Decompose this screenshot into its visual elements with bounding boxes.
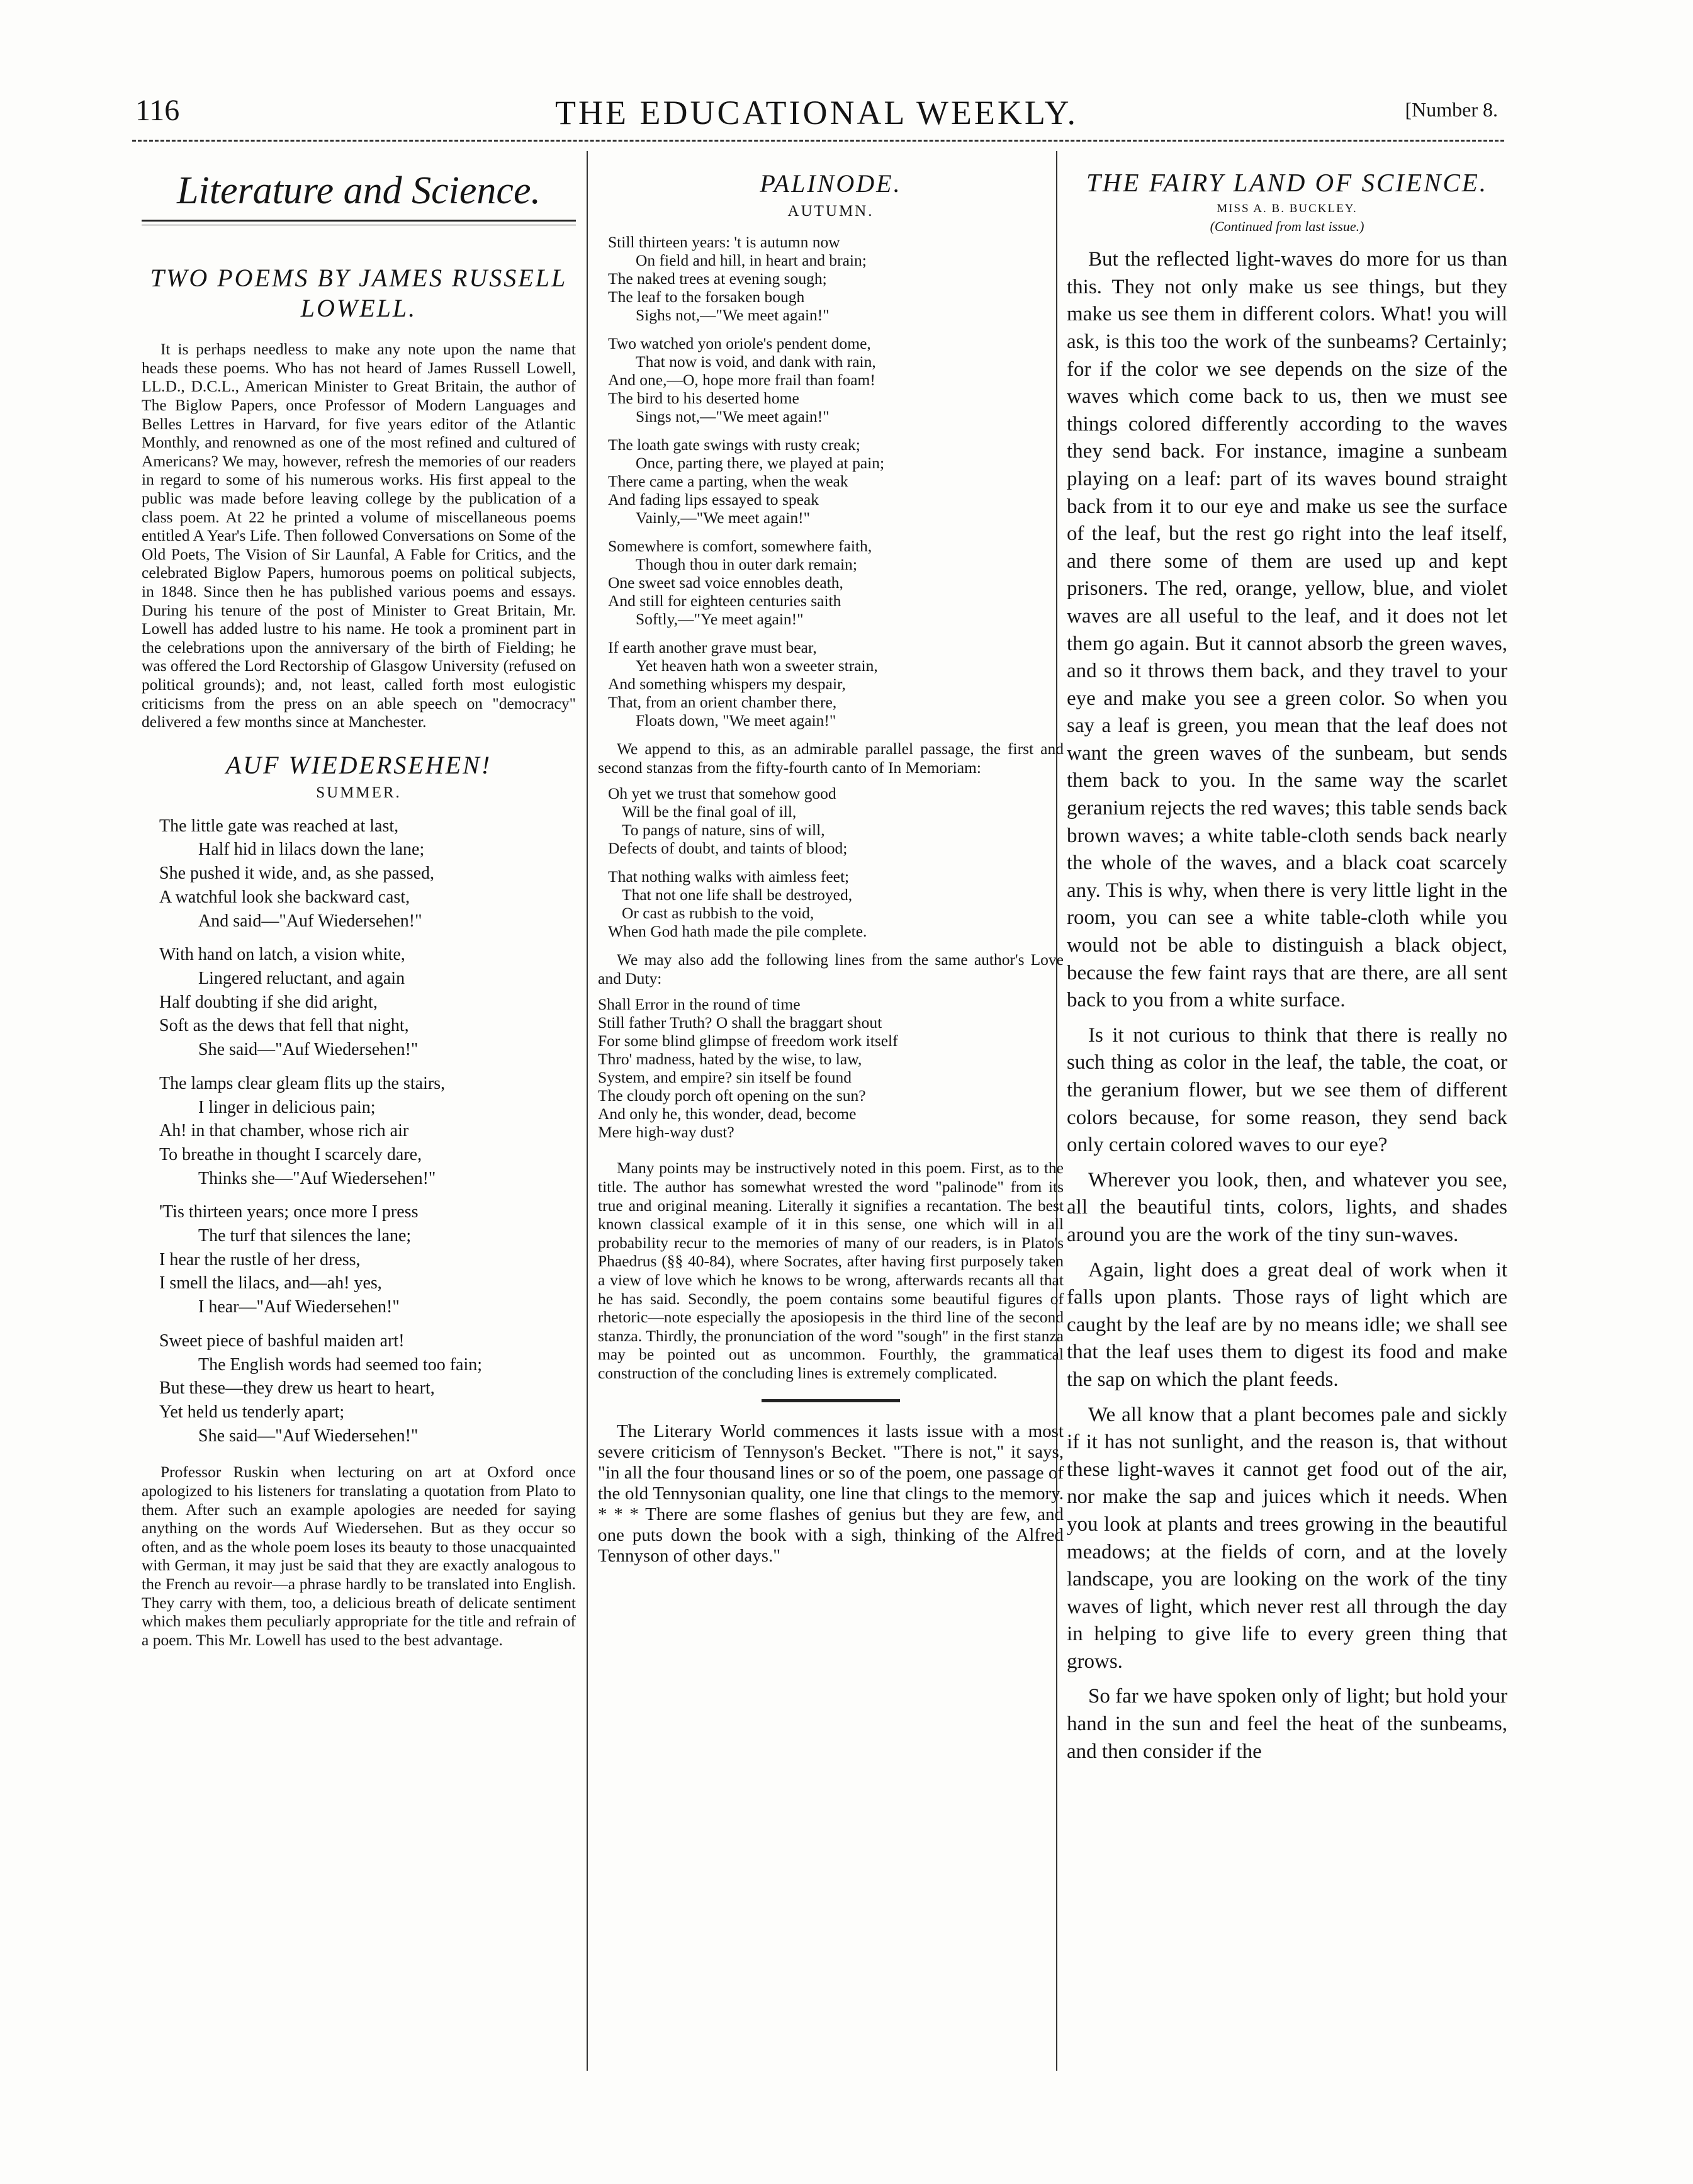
poem-line: One sweet sad voice ennobles death,	[608, 573, 843, 592]
poem-line: Oh yet we trust that somehow good	[608, 784, 836, 803]
poem-season: SUMMER.	[316, 784, 402, 801]
stanza	[608, 784, 1064, 857]
issue-number: [Number 8.	[1405, 98, 1498, 121]
poem-line: That, from an orient chamber there,	[608, 693, 837, 711]
poem-line: Yet held us tenderly apart;	[159, 1402, 345, 1422]
love-duty-intro: We may also add the following lines from the same author's Love and Duty:	[598, 950, 1064, 988]
page-header	[135, 93, 1498, 137]
poem-line: Two watched yon oriole's pendent dome,	[608, 334, 871, 352]
poem-line: A watchful look she backward cast,	[159, 887, 410, 907]
stanza	[159, 943, 576, 1062]
column-1	[142, 151, 576, 1657]
poem-line: Sighs not,—"We meet again!"	[636, 306, 830, 324]
poem-line: To breathe in thought I scarcely dare,	[159, 1144, 422, 1164]
poem-line: Yet heaven hath won a sweeter strain,	[636, 656, 878, 675]
poem-line: Ah! in that chamber, whose rich air	[159, 1121, 409, 1141]
poem-line: And one,—O, hope more frail than foam!	[608, 371, 875, 389]
poem-title: AUF WIEDERSEHEN!	[225, 750, 492, 779]
poem-line: But these—they drew us heart to heart,	[159, 1378, 435, 1399]
poem-line: The little gate was reached at last,	[159, 816, 399, 836]
poem-title: PALINODE.	[760, 169, 902, 198]
poem-line: Defects of doubt, and taints of blood;	[608, 839, 848, 858]
article-paragraph: Again, light does a great deal of work when it falls upon plants. Those rays of light which are caught by the leaf are by no means idle; we shall see that the leaf uses them to digest its food and make the sap on which the plant feeds.	[1067, 1258, 1507, 1391]
poem-line: I hear—"Auf Wiedersehen!"	[198, 1297, 400, 1317]
stanza	[159, 814, 576, 933]
journal-title: THE EDUCATIONAL WEEKLY.	[555, 94, 1078, 132]
ruskin-paragraph: Professor Ruskin when lecturing on art at Oxford once apologized to his listeners for translating a quotation from Plato to them. After such an example apologies are needed for saying anything on the words Auf Wiedersehen. But as they occur so often, and as the whole poem loses its beauty to those unacquainted with German, it may just be said that they are exactly analogous to the French au revoir—a phrase hardly to be translated into English. They carry with them, too, a delicious breath of delicate sentiment which makes them peculiarly appropriate for the title and refrain of a poem. This Mr. Lowell has used to the best advantage.	[142, 1463, 576, 1649]
poem-line: Lingered reluctant, and again	[198, 968, 405, 988]
poem-season: AUTUMN.	[787, 203, 874, 220]
intro-paragraph: It is perhaps needless to make any note upon the name that heads these poems. Who has not heard of James Russell Lowell, LL.D., D.C.L., American Minister to Great Britain, the author of The Biglow Papers, once Professor of Modern Languages and Belles Lettres in Harvard, for five years editor of the Atlantic Monthly, and renowned as one of the most refined and cultured of Americans? We may, however, refresh the memories of our readers in regard to some of his numerous works. His first appeal to the public was made before leaving college by the publication of a class poem. At 22 he printed a volume of miscellaneous poems entitled A Year's Life. Then followed Conversations on Some of the Old Poets, The Vision of Sir Launfal, A Fable for Critics, and the celebrated Biglow Papers, humorous poems on political subjects, in 1848. Since then he has published various poems and essays. During his tenure of the post of Minister to Great Britain, Mr. Lowell has added lustre to his name. He took a prominent part in the celebrations upon the anniversary of the birth of Fielding; he was offered the Lord Rectorship of Glasgow University (refused on political grounds); and, not least, called forth most eulogistic criticisms from the press on an able speech on "democracy" delivered a few months since at Manchester.	[142, 340, 576, 731]
poem-line: And still for eighteen centuries saith	[608, 592, 841, 610]
poem-line: And only he, this wonder, dead, become	[598, 1105, 857, 1123]
poem-line: That nothing walks with aimless feet;	[608, 867, 850, 886]
column-2	[598, 151, 1064, 1574]
poem-line: The English words had seemed too fain;	[198, 1354, 483, 1375]
poem-line: Or cast as rubbish to the void,	[622, 904, 814, 923]
column-3	[1067, 151, 1507, 1773]
divider-rule	[762, 1399, 900, 1402]
stanza	[608, 436, 1064, 527]
column-divider	[587, 151, 588, 2071]
poem-line: That now is void, and dank with rain,	[636, 352, 876, 371]
poem-line: The leaf to the forsaken bough	[608, 288, 805, 306]
article-title: THE FAIRY LAND OF SCIENCE.	[1086, 168, 1488, 197]
poem-line: That not one life shall be destroyed,	[622, 886, 853, 904]
poem-line: The cloudy porch oft opening on the sun?	[598, 1086, 866, 1105]
poem-line: Still father Truth? O shall the braggart shout	[598, 1013, 882, 1032]
article-paragraph: We all know that a plant becomes pale and sickly if it has not sunlight, and the reason is, that without these light-waves it cannot get food out of the air, nor make the sap and juices which it needs. When you look at plants and trees growing in the beautiful meadows; at the fields of corn, and at the lovely landscape, you are looking on the work of the tiny waves of light, which never rest all through the day in helping to give life to every green thing that grows.	[1067, 1403, 1507, 1673]
poem-line: Still thirteen years: 't is autumn now	[608, 233, 840, 251]
poem-line: Thro' madness, hated by the wise, to law,	[598, 1050, 862, 1069]
poem-line: Though thou in outer dark remain;	[636, 555, 857, 573]
poem-line: System, and empire? sin itself be found	[598, 1068, 852, 1087]
poem-line: Softly,—"Ye meet again!"	[636, 610, 804, 628]
poem-line: She said—"Auf Wiedersehen!"	[198, 1040, 419, 1060]
stanza	[608, 334, 1064, 425]
poem-line: If earth another grave must bear,	[608, 638, 817, 656]
poem-line: Vainly,—"We meet again!"	[636, 509, 810, 527]
poem-line: Somewhere is comfort, somewhere faith,	[608, 537, 872, 555]
poem-line: She pushed it wide, and, as she passed,	[159, 864, 435, 884]
literary-world-paragraph: The Literary World commences it lasts issue with a most severe criticism of Tennyson's Becket. "There is not," it says, "in all the four thousand lines or so of the poem, one passage of the old Tennysonian quality, one line that clings to the memory. * * * There are some flashes of genius but they are few, and one puts down the book with a sigh, thinking of the Alfred Tennyson of other days."	[598, 1421, 1064, 1566]
poem-line: Once, parting there, we played at pain;	[636, 454, 885, 472]
analysis-paragraph: Many points may be instructively noted in this poem. First, as to the title. The author has somewhat wrested the word "palinode" from its true and original meaning. Literally it signifies a recantation. The best known classical example of it in this sense, one which will in all probability recur to the memories of many of our readers, is in Plato's Phaedrus (§§ 40-84), where Socrates, after having first purposely taken a view of love which he knows to be wrong, afterwards recants all that he has said. Secondly, the poem contains some beautiful figures of rhetoric—note especially the aposiopesis in the third line of the second stanza. Thirdly, the pronunciation of the word "sough" in the first stanza may be pointed out as uncommon. Fourthly, the grammatical construction of the concluding lines is extremely complicated.	[598, 1159, 1064, 1382]
poem-line: Sings not,—"We meet again!"	[636, 407, 830, 425]
poem-line: Half doubting if she did aright,	[159, 992, 378, 1012]
poem-line: To pangs of nature, sins of will,	[622, 821, 825, 840]
poem-line: There came a parting, when the weak	[608, 472, 848, 490]
poem-line: Mere high-way dust?	[598, 1123, 734, 1142]
poem-line: 'Tis thirteen years; once more I press	[159, 1202, 419, 1222]
poem-line: I hear the rustle of her dress,	[159, 1249, 361, 1269]
poem-line: The naked trees at evening sough;	[608, 269, 827, 288]
poem-line: Thinks she—"Auf Wiedersehen!"	[198, 1168, 436, 1188]
article-title: TWO POEMS BY JAMES RUSSELL LOWELL.	[150, 264, 568, 323]
poem-line: Floats down, "We meet again!"	[636, 711, 836, 729]
stanza	[159, 1072, 576, 1191]
poem-line: Sweet piece of bashful maiden art!	[159, 1331, 405, 1351]
stanza	[608, 537, 1064, 628]
poem-line: Shall Error in the round of time	[598, 995, 801, 1014]
poem-auf-wiedersehen	[159, 814, 576, 1448]
poem-line: Half hid in lilacs down the lane;	[198, 840, 425, 860]
memoriam-quote	[608, 784, 1064, 940]
poem-palinode	[608, 233, 1064, 729]
poem-line: The bird to his deserted home	[608, 389, 799, 407]
poem-line: And said—"Auf Wiedersehen!"	[198, 911, 422, 931]
poem-line: For some blind glimpse of freedom work itself	[598, 1032, 898, 1050]
stanza	[608, 233, 1064, 324]
poem-line: The loath gate swings with rusty creak;	[608, 436, 860, 454]
poem-line: I smell the lilacs, and—ah! yes,	[159, 1273, 382, 1293]
stanza	[608, 867, 1064, 940]
continued-note: (Continued from last issue.)	[1210, 218, 1364, 235]
poem-line: The lamps clear gleam flits up the stairs,	[159, 1073, 446, 1093]
poem-line: Soft as the dews that fell that night,	[159, 1016, 409, 1036]
poem-line: On field and hill, in heart and brain;	[636, 251, 867, 269]
poem-line: Will be the final goal of ill,	[622, 802, 797, 821]
stanza	[608, 638, 1064, 729]
poem-line: With hand on latch, a vision white,	[159, 945, 405, 965]
love-duty-quote	[598, 995, 1064, 1141]
stanza	[159, 1329, 576, 1448]
article-paragraph: But the reflected light-waves do more for us than this. They not only make us see things, but they make us see them in different colors. What! you will ask, is this too the work of the sunbeams? Certainly; for if the color we see depends on the size of the waves which come back to us, then we must see things colored differently according to the waves they send back. For instance, imagine a sunbeam playing on a leaf: part of its waves bound straight back from it to our eye and make us see the surface of the leaf, but the rest go right into the leaf itself, and there some of them are used up and kept prisoners. The red, orange, yellow, blue, and violet waves are all useful to the leaf, and it does not let them go again. But it cannot absorb the green waves, and so it throws them back, and they travel to your eye and make you see a green color. So when you say a leaf is green, you mean that the leaf does not want the green waves of the sunbeam, but sends them back to you. In the same way the scarlet geranium rejects the red waves; this table sends back brown waves; a white table-cloth sends back nearly the whole of the waves, and a black coat scarcely any. This is why, when there is very little light in the room, you can see a white table-cloth while you would not be able to distinguish a black object, because the few faint rays that are there, are all sent back to you from a white surface.	[1067, 248, 1507, 1012]
section-title: Literature and Science.	[177, 169, 541, 212]
poem-line: I linger in delicious pain;	[198, 1097, 376, 1117]
header-rule	[132, 140, 1504, 142]
article-paragraph: So far we have spoken only of light; but hold your hand in the sun and feel the heat of the sunbeams, and then consider if the	[1067, 1685, 1507, 1763]
author-line: MISS A. B. BUCKLEY.	[1217, 202, 1358, 216]
stanza	[159, 1200, 576, 1319]
poem-line: And fading lips essayed to speak	[608, 490, 819, 509]
section-rule	[142, 220, 576, 225]
article-paragraph: Wherever you look, then, and whatever you see, all the beautiful tints, colors, lights, and shades around you are the work of the tiny sun-waves.	[1067, 1168, 1507, 1246]
poem-line: When God hath made the pile complete.	[608, 922, 867, 941]
poem-line: She said—"Auf Wiedersehen!"	[198, 1426, 419, 1446]
poem-line: The turf that silences the lane;	[198, 1226, 412, 1246]
memoriam-intro: We append to this, as an admirable parallel passage, the first and second stanzas from the fifty-fourth canto of In Memoriam:	[598, 740, 1064, 777]
page-number: 116	[135, 94, 180, 127]
article-paragraph: Is it not curious to think that there is really no such thing as color in the leaf, the table, the coat, or the geranium flower, but we see them of different colors because, for some reason, they send back only certain colored waves to our eye?	[1067, 1023, 1507, 1157]
poem-line: And something whispers my despair,	[608, 675, 846, 693]
